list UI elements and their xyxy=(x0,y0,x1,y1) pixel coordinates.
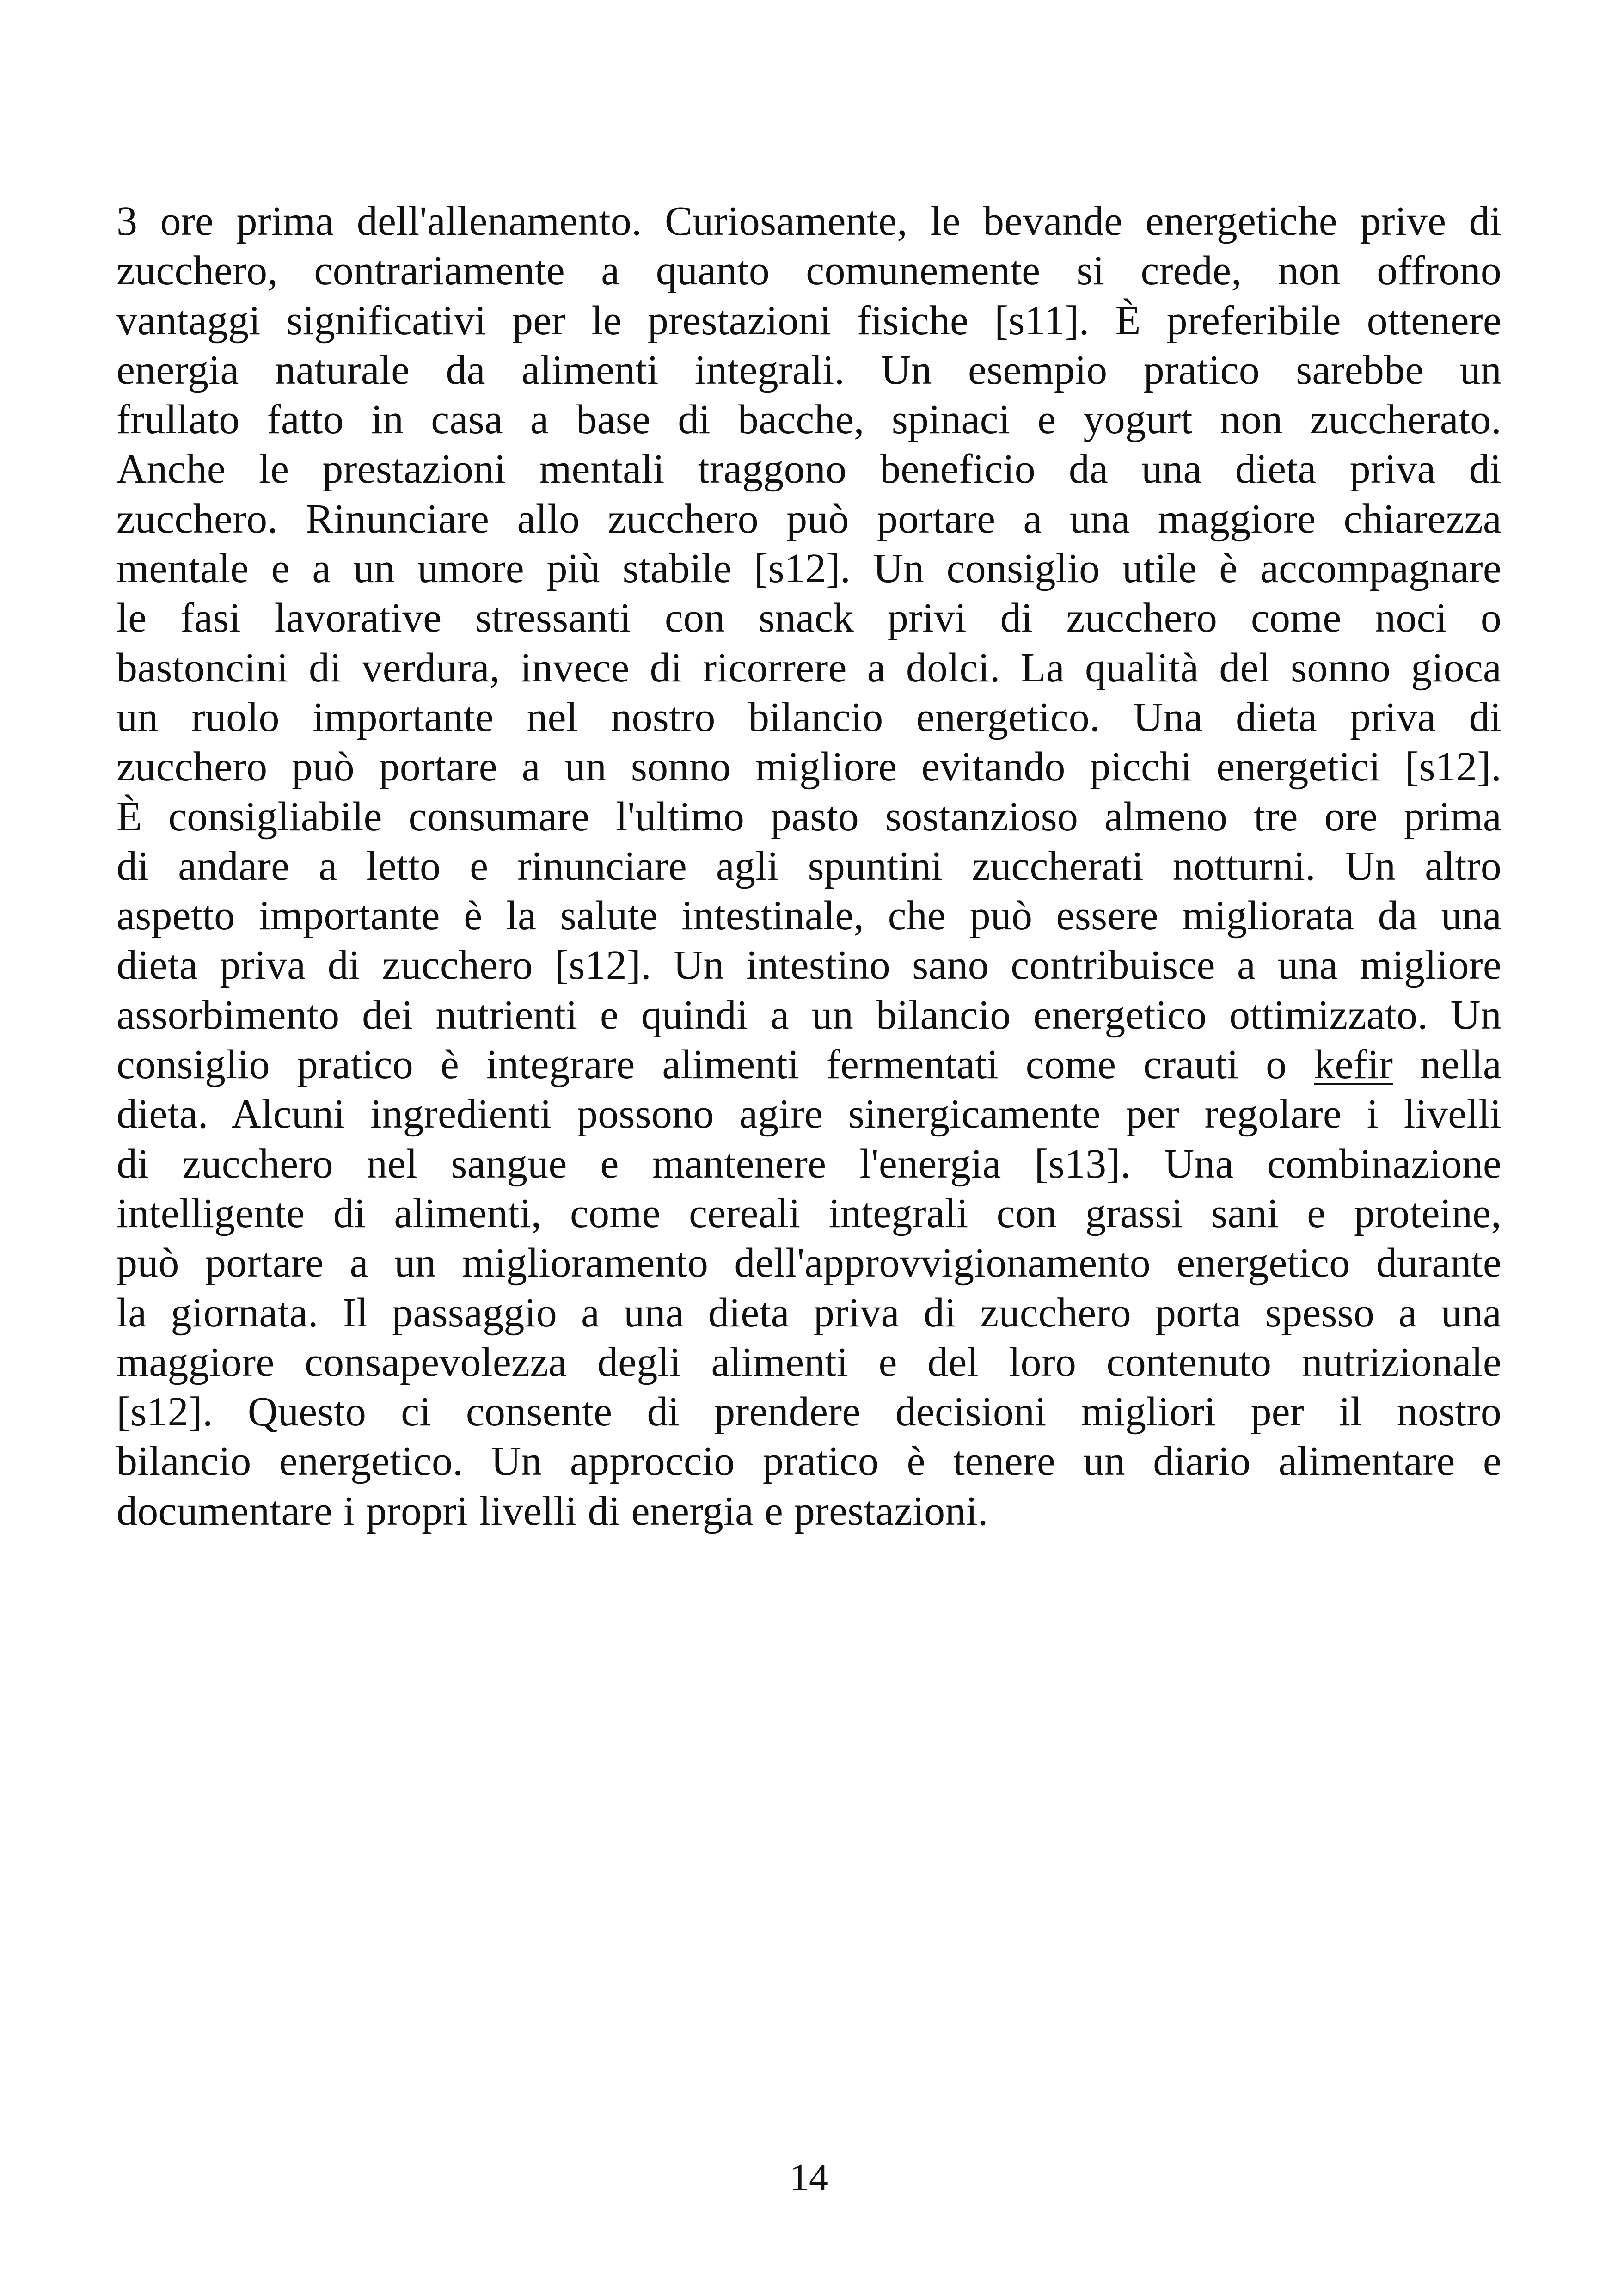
text-line-10: bastoncini di verdura, invece di ricorrere a dolci. La qualità del sonno gioca xyxy=(116,645,1502,691)
text-line-18-end: nella xyxy=(1393,1042,1502,1088)
text-line-4: energia naturale da alimenti integrali. Un esempio pratico sarebbe un xyxy=(116,347,1502,393)
text-line-11: un ruolo importante nel nostro bilancio energetico. Una dieta priva di xyxy=(116,694,1502,740)
page-number: 14 xyxy=(790,2156,828,2199)
text-line-25: [s12]. Questo ci consente di prendere decisioni migliori per il nostro xyxy=(116,1389,1502,1435)
text-line-1: 3 ore prima dell'allenamento. Curiosamente, le bevande energetiche prive di xyxy=(116,198,1502,244)
text-line-27: documentare i propri livelli di energia e prestazioni. xyxy=(116,1488,988,1534)
text-line-8: mentale e a un umore più stabile [s12]. Un consiglio utile è accompagnare xyxy=(116,546,1502,592)
text-line-19: dieta. Alcuni ingredienti possono agire sinergicamente per regolare i livelli xyxy=(116,1091,1502,1137)
text-line-14: di andare a letto e rinunciare agli spuntini zuccherati notturni. Un altro xyxy=(116,843,1502,889)
text-line-9: le fasi lavorative stressanti con snack privi di zucchero come noci o xyxy=(116,595,1502,641)
text-line-12: zucchero può portare a un sonno migliore evitando picchi energetici [s12]. xyxy=(116,744,1502,790)
text-line-24: maggiore consapevolezza degli alimenti e del loro contenuto nutrizionale xyxy=(116,1339,1502,1385)
text-line-17: assorbimento dei nutrienti e quindi a un bilancio energetico ottimizzato. Un xyxy=(116,992,1502,1038)
text-line-5: frullato fatto in casa a base di bacche, spinaci e yogurt non zuccherato. xyxy=(116,397,1502,443)
text-line-6: Anche le prestazioni mentali traggono beneficio da una dieta priva di xyxy=(116,446,1502,492)
text-line-15: aspetto importante è la salute intestinale, che può essere migliorata da una xyxy=(116,893,1502,939)
body-paragraph xyxy=(116,196,1502,1536)
text-line-18-start: consiglio pratico è integrare alimenti fermentati come crauti o xyxy=(116,1042,1314,1088)
text-line-26: bilancio energetico. Un approccio pratico è tenere un diario alimentare e xyxy=(116,1438,1502,1485)
text-line-20: di zucchero nel sangue e mantenere l'energia [s13]. Una combinazione xyxy=(116,1141,1502,1187)
text-line-16: dieta priva di zucchero [s12]. Un intestino sano contribuisce a una migliore xyxy=(116,942,1502,988)
text-line-7: zucchero. Rinunciare allo zucchero può portare a una maggiore chiarezza xyxy=(116,496,1502,542)
text-line-18 xyxy=(116,1040,1502,1089)
text-line-3: vantaggi significativi per le prestazioni fisiche [s11]. È preferibile ottenere xyxy=(116,297,1502,344)
text-line-22: può portare a un miglioramento dell'approvvigionamento energetico durante xyxy=(116,1240,1502,1286)
kefir-link[interactable]: kefir xyxy=(1314,1042,1393,1088)
text-line-2: zucchero, contrariamente a quanto comunemente si crede, non offrono xyxy=(116,248,1502,294)
text-line-23: la giornata. Il passaggio a una dieta priva di zucchero porta spesso a una xyxy=(116,1289,1502,1336)
text-line-21: intelligente di alimenti, come cereali integrali con grassi sani e proteine, xyxy=(116,1190,1502,1236)
text-line-13: È consigliabile consumare l'ultimo pasto sostanzioso almeno tre ore prima xyxy=(116,793,1502,840)
